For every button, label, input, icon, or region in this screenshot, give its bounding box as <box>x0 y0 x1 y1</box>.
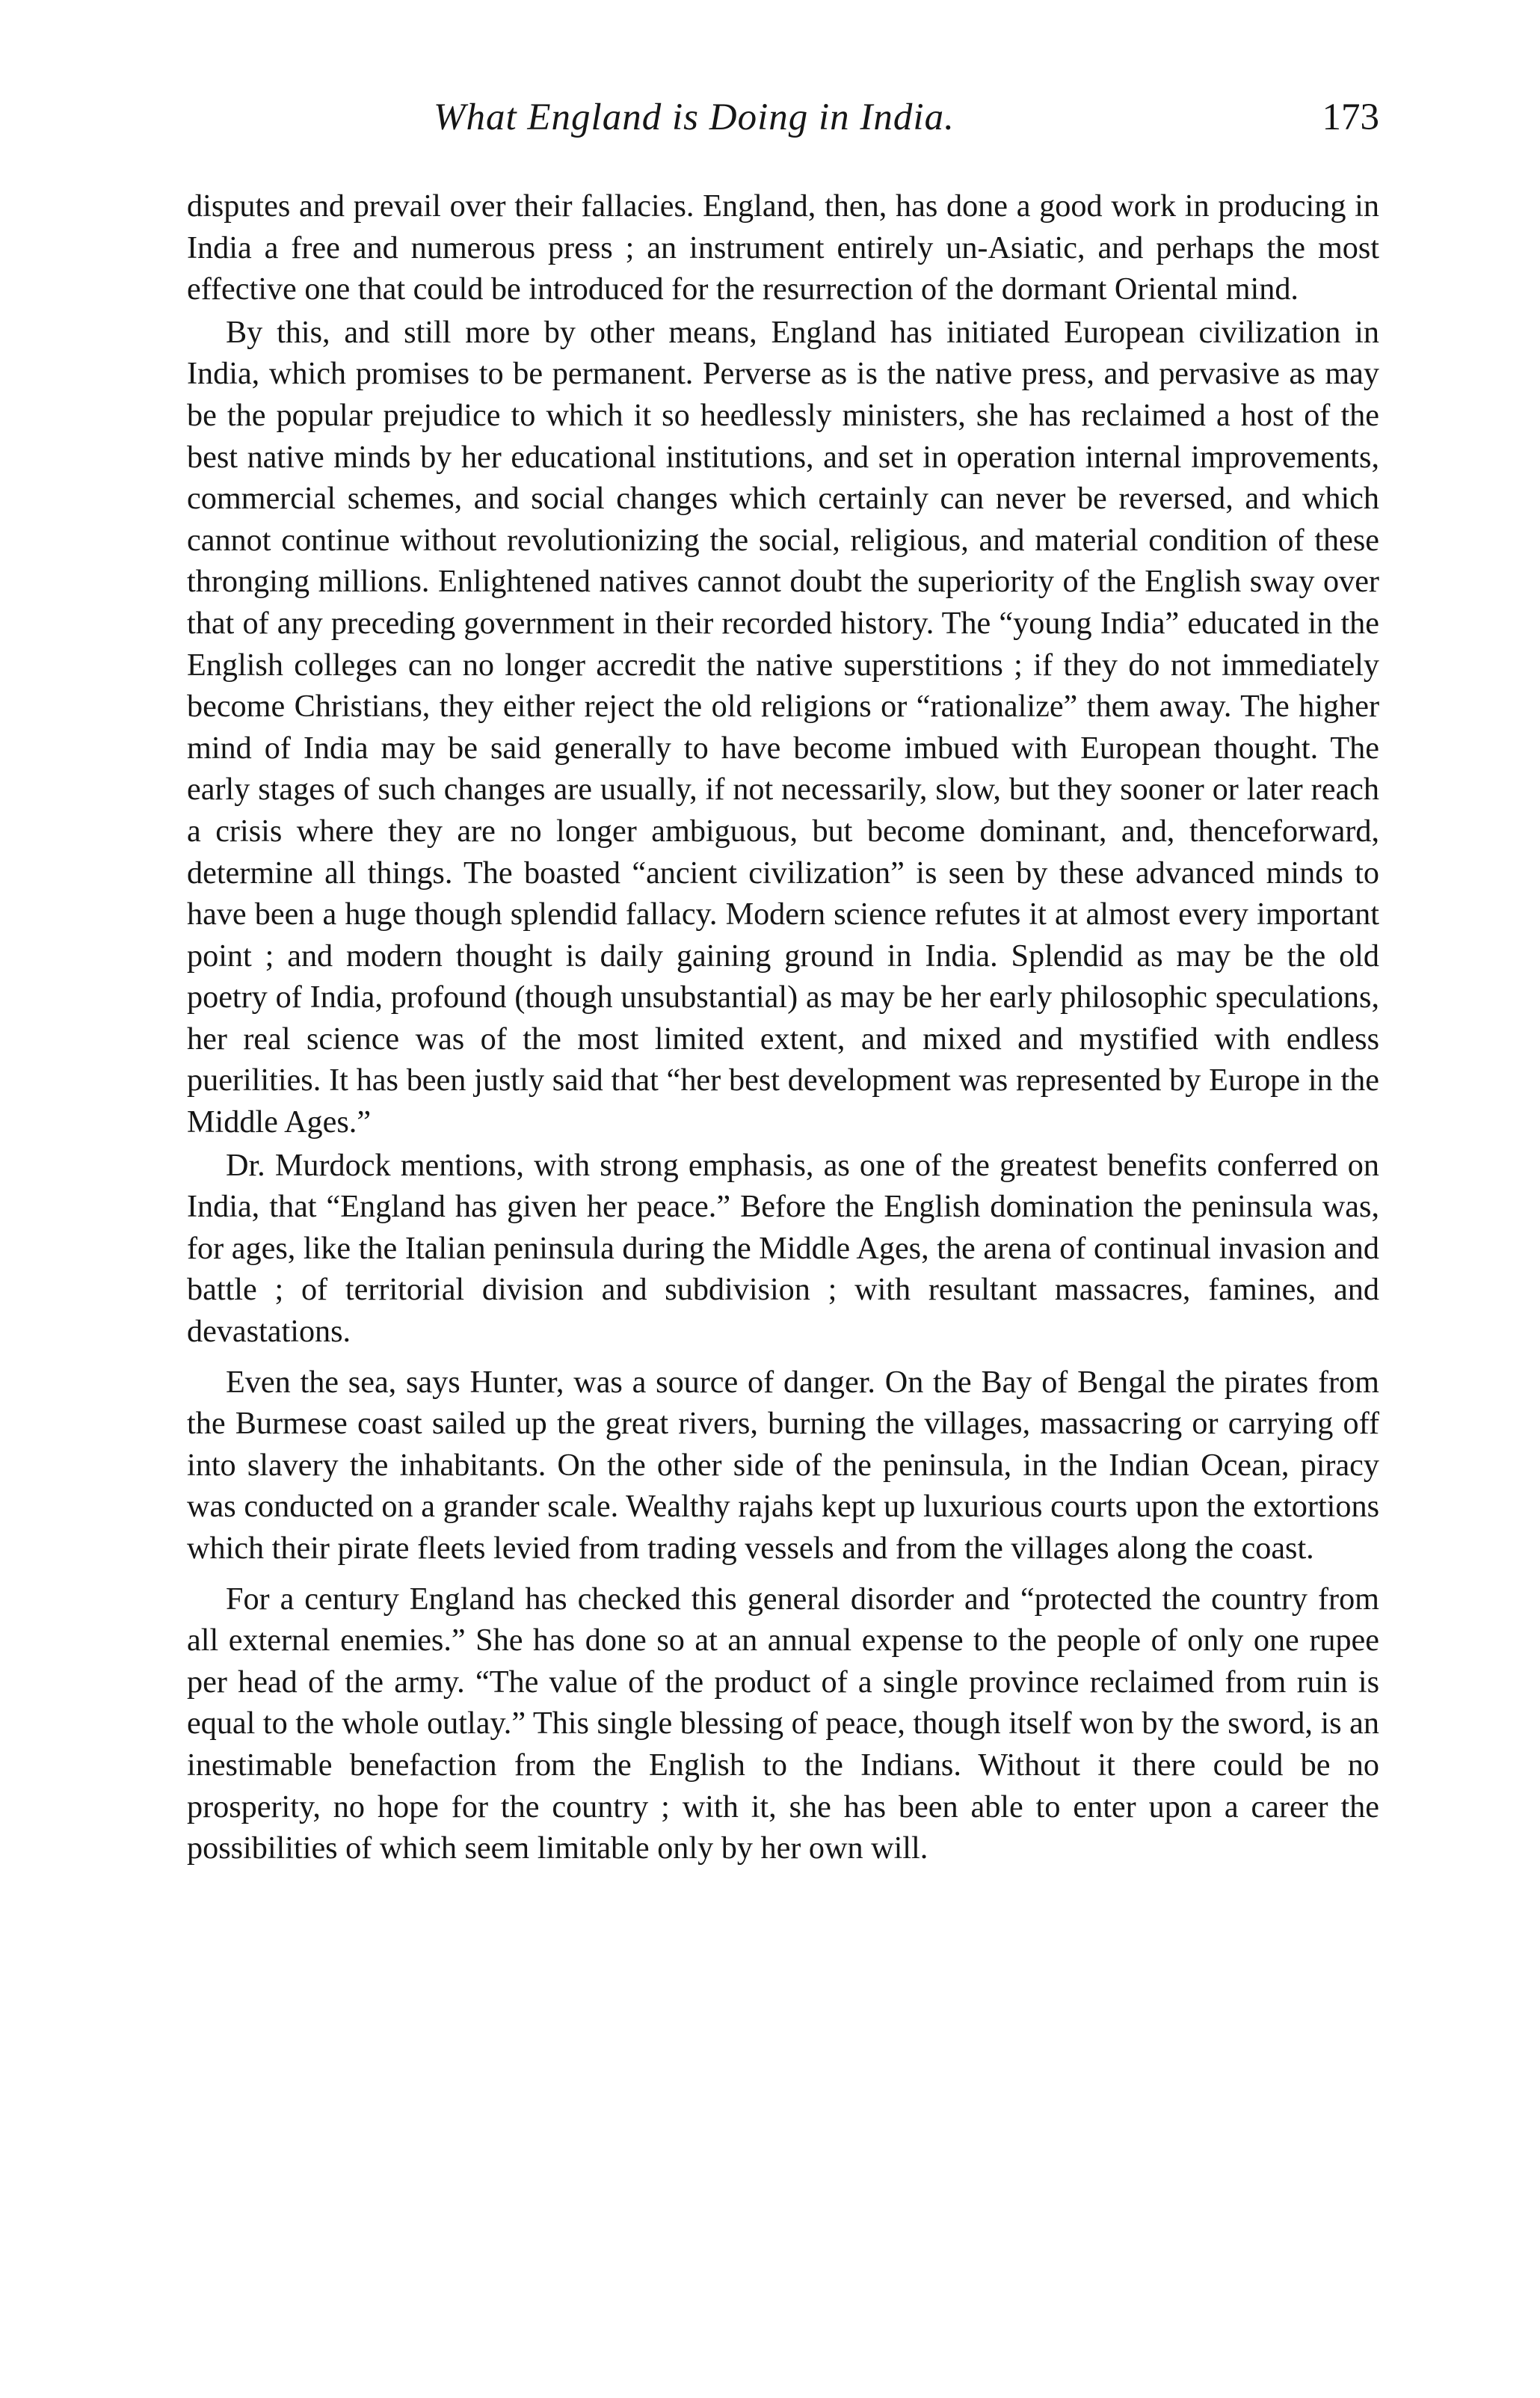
paragraph-european-civilization: By this, and still more by other means, England has initiated European civilization in India, which promises to be permanent. Perverse as is the native press, and pervasive as may be the popular prejudice to which it so heedlessly ministers, she has reclaimed a host of the best native minds by her educational institutions, and set in operation internal improvements, commercial schemes, and social changes which certainly can never be reversed, and which cannot continue without revolutionizing the social, religious, and material condition of these thronging millions. Enlightened natives cannot doubt the superiority of the English sway over that of any preceding government in their recorded history. The “young India” educated in the English colleges can no longer accredit the native superstitions ; if they do not immediately become Christians, they either reject the old religions or “rationalize” them away. The higher mind of India may be said generally to have become imbued with European thought. The early stages of such changes are usually, if not necessarily, slow, but they sooner or later reach a crisis where they are no longer ambiguous, but become dominant, and, thenceforward, determine all things. The boasted “ancient civilization” is seen by these advanced minds to have been a huge though splendid fallacy. Modern science refutes it at almost every important point ; and modern thought is daily gaining ground in India. Splendid as may be the old poetry of India, profound (though unsubstantial) as may be her early philosophic speculations, her real science was of the most limited extent, and mixed and mystified with endless puerilities. It has been justly said that “her best development was represented by Europe in the Middle Ages.” <box>187 314 1379 1140</box>
page-number: 173 <box>1322 96 1379 138</box>
paragraph-murdock-peace: Dr. Murdock mentions, with strong emphasis, as one of the greatest benefits conferred on India, that “England has given her peace.” Before the English domination the peninsula was, for ages, like the Italian peninsula during the Middle Ages, the arena of continual invasion and battle ; of territorial division and subdivision ; with resultant massacres, famines, and devastations. <box>187 1147 1379 1350</box>
body-text <box>187 185 1379 1869</box>
running-head <box>187 96 1379 156</box>
running-title: What England is Doing in India. <box>434 96 955 138</box>
paragraph-century-protection: For a century England has checked this general disorder and “protected the country from all external enemies.” She has done so at an annual expense to the people of only one rupee per head of the army. “The value of the product of a single province reclaimed from ruin is equal to the whole outlay.” This single blessing of peace, though itself won by the sword, is an inestimable benefaction from the English to the Indians. Without it there could be no prosperity, no hope for the country ; with it, she has been able to enter upon a career the possibilities of which seem limitable only by her own will. <box>187 1581 1379 1866</box>
paragraph-continued: disputes and prevail over their fallacies. England, then, has done a good work in producing in India a free and numerous press ; an instrument entirely un-Asiatic, and perhaps the most effective one that could be introduced for the resurrection of the dormant Oriental mind. <box>187 188 1379 307</box>
paragraph-hunter-pirates: Even the sea, says Hunter, was a source of danger. On the Bay of Bengal the pirates from the Burmese coast sailed up the great rivers, burning the villages, massacring or carrying off into slavery the inhabitants. On the other side of the peninsula, in the Indian Ocean, piracy was conducted on a grander scale. Wealthy rajahs kept up luxurious courts upon the extortions which their pirate fleets levied from trading vessels and from the villages along the coast. <box>187 1364 1379 1566</box>
